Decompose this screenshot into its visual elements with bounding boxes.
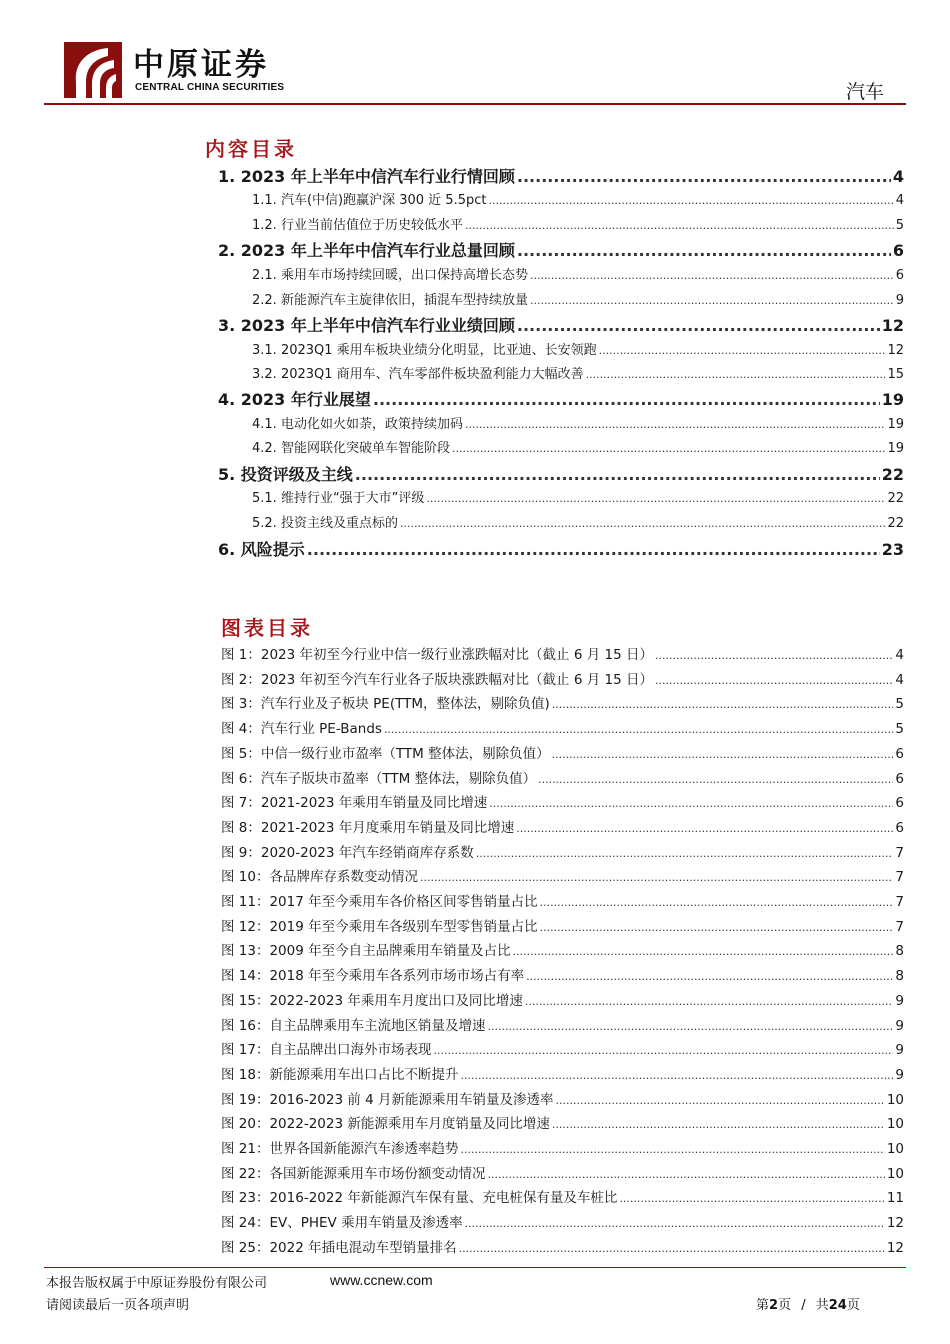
toc-section-page: 5 xyxy=(895,218,904,233)
toc-section-label: 4.2. 智能网联化突破单车智能阶段 xyxy=(252,441,450,456)
dot-leader xyxy=(465,1217,885,1230)
figure-entry[interactable] xyxy=(221,643,904,663)
figure-entry-label: 图 21：世界各国新能源汽车渗透率趋势 xyxy=(221,1141,459,1157)
toc-section-label: 2.2. 新能源汽车主旋律依旧，插混车型持续放量 xyxy=(252,293,528,308)
dot-leader xyxy=(655,674,893,687)
footer-copyright: 本报告版权属于中原证券股份有限公司 xyxy=(46,1276,268,1291)
toc-chapter-page: 19 xyxy=(881,390,904,409)
dot-leader xyxy=(517,167,891,186)
figure-entry-label: 图 19：2016-2023 前 4 月新能源乘用车销量及渗透率 xyxy=(221,1092,554,1108)
figure-entry-label: 图 23：2016-2022 年新能源汽车保有量、充电桩保有量及车桩比 xyxy=(221,1190,618,1206)
figure-entry-page: 7 xyxy=(895,919,904,935)
figure-entry[interactable] xyxy=(221,1236,904,1256)
figure-entry-page: 9 xyxy=(895,1042,904,1058)
dot-leader xyxy=(526,970,893,983)
dot-leader xyxy=(488,194,893,207)
toc-section[interactable] xyxy=(252,437,904,457)
figure-entry-page: 5 xyxy=(895,721,904,737)
toc-section-label: 3.2. 2023Q1 商用车、汽车零部件板块盈利能力大幅改善 xyxy=(252,367,584,382)
page-current-suffix: 页 xyxy=(778,1298,792,1313)
dot-leader xyxy=(530,294,894,307)
figure-entry-page: 7 xyxy=(895,845,904,861)
dot-leader xyxy=(307,540,880,559)
toc-chapter[interactable] xyxy=(218,462,904,484)
figure-entry-page: 5 xyxy=(895,696,904,712)
dot-leader xyxy=(433,1044,893,1057)
figure-entry-label: 图 25：2022 年插电混动车型销量排名 xyxy=(221,1240,457,1256)
page-current: 2 xyxy=(769,1298,779,1313)
figure-entry-page: 9 xyxy=(895,1018,904,1034)
figure-entry[interactable] xyxy=(221,989,904,1009)
dot-leader xyxy=(517,241,891,260)
dot-leader xyxy=(525,995,894,1008)
dot-leader xyxy=(599,344,886,357)
figure-entry-label: 图 24：EV、PHEV 乘用车销量及渗透率 xyxy=(221,1215,463,1231)
toc-section[interactable] xyxy=(252,363,904,383)
brand-name-cn: 中原证券 xyxy=(133,47,269,83)
figure-entry-page: 7 xyxy=(895,869,904,885)
figure-entry-label: 图 22：各国新能源乘用车市场份额变动情况 xyxy=(221,1166,486,1182)
dot-leader xyxy=(517,316,880,335)
dot-leader xyxy=(552,698,894,711)
dot-leader xyxy=(400,517,886,530)
toc-section-label: 1.1. 汽车(中信)跑赢沪深 300 近 5.5pct xyxy=(252,193,487,208)
figure-entry-page: 10 xyxy=(886,1141,904,1157)
industry-label: 汽车 xyxy=(845,81,884,103)
toc-chapter[interactable] xyxy=(218,164,904,186)
toc-section-page: 22 xyxy=(887,516,904,531)
figure-entry-label: 图 15：2022-2023 年乘用车月度出口及同比增速 xyxy=(221,993,523,1009)
dot-leader xyxy=(487,1020,893,1033)
page-total: 24 xyxy=(828,1298,847,1313)
figure-entry-label: 图 4：汽车行业 PE-Bands xyxy=(221,721,382,737)
figure-entry[interactable] xyxy=(221,915,904,935)
toc-chapter-label: 6. 风险提示 xyxy=(218,540,305,559)
toc-chapter[interactable] xyxy=(218,313,904,335)
dot-leader xyxy=(538,773,893,786)
dot-leader xyxy=(552,748,894,761)
figure-entry[interactable] xyxy=(221,1038,904,1058)
figure-entry[interactable] xyxy=(221,1014,904,1034)
dot-leader xyxy=(540,921,894,934)
toc-section[interactable] xyxy=(252,487,904,507)
page-total-prefix: 共 xyxy=(815,1298,829,1313)
dot-leader xyxy=(373,390,880,409)
figure-entry-page: 10 xyxy=(886,1092,904,1108)
toc-section-label: 3.1. 2023Q1 乘用车板块业绩分化明显，比亚迪、长安领跑 xyxy=(252,343,597,358)
company-logo-icon xyxy=(64,42,122,98)
figure-entry[interactable] xyxy=(221,1063,904,1083)
figure-entry-label: 图 13：2009 年至今自主品牌乘用车销量及占比 xyxy=(221,943,511,959)
figure-entry-page: 9 xyxy=(895,993,904,1009)
figure-entry-label: 图 6：汽车子版块市盈率（TTM 整体法，剔除负值） xyxy=(221,771,537,787)
toc-section-page: 4 xyxy=(895,193,904,208)
toc-section-label: 5.2. 投资主线及重点标的 xyxy=(252,516,398,531)
footer-website-link[interactable]: www.ccnew.com xyxy=(330,1272,433,1288)
dot-leader xyxy=(476,847,894,860)
figure-entry-page: 8 xyxy=(895,968,904,984)
figure-entry[interactable] xyxy=(221,1112,904,1132)
toc-chapter-page: 12 xyxy=(881,316,904,335)
figure-entry-page: 9 xyxy=(895,1067,904,1083)
toc-chapter-label: 5. 投资评级及主线 xyxy=(218,465,353,484)
figure-entry[interactable] xyxy=(221,865,904,885)
footer-disclaimer: 请阅读最后一页各项声明 xyxy=(46,1298,190,1313)
footer-page-number xyxy=(756,1294,860,1313)
toc-section[interactable] xyxy=(252,339,904,359)
figure-entry-label: 图 3：汽车行业及子板块 PE(TTM，整体法，剔除负值) xyxy=(221,696,550,712)
figure-entry-page: 7 xyxy=(895,894,904,910)
toc-section[interactable] xyxy=(252,214,904,234)
figure-entry[interactable] xyxy=(221,742,904,762)
figure-entry[interactable] xyxy=(221,1211,904,1231)
figure-entry-page: 4 xyxy=(895,672,904,688)
toc-section-page: 22 xyxy=(887,491,904,506)
figure-entry[interactable] xyxy=(221,841,904,861)
dot-leader xyxy=(460,1143,884,1156)
dot-leader xyxy=(540,896,894,909)
dot-leader xyxy=(460,1069,893,1082)
toc-chapter[interactable] xyxy=(218,387,904,409)
toc-section-page: 15 xyxy=(887,367,904,382)
toc-section[interactable] xyxy=(252,189,904,209)
dot-leader xyxy=(459,1242,885,1255)
figure-entry[interactable] xyxy=(221,717,904,737)
page-current-prefix: 第 xyxy=(756,1298,770,1313)
toc-title: 内容目录 xyxy=(205,137,297,161)
figure-entry-label: 图 10：各品牌库存系数变动情况 xyxy=(221,869,418,885)
toc-chapter-page: 4 xyxy=(892,167,904,186)
figure-entry-label: 图 8：2021-2023 年月度乘用车销量及同比增速 xyxy=(221,820,515,836)
figure-entry-label: 图 2：2023 年初至今汽车行业各子版块涨跌幅对比（截止 6 月 15 日） xyxy=(221,672,653,688)
figure-entry[interactable] xyxy=(221,816,904,836)
figure-entry-page: 10 xyxy=(886,1116,904,1132)
figure-entry[interactable] xyxy=(221,791,904,811)
figure-entry[interactable] xyxy=(221,692,904,712)
figure-entry-label: 图 20：2022-2023 新能源乘用车月度销量及同比增速 xyxy=(221,1116,550,1132)
toc-section[interactable] xyxy=(252,264,904,284)
toc-section-page: 19 xyxy=(887,417,904,432)
toc-section-page: 9 xyxy=(895,293,904,308)
toc-chapter-page: 23 xyxy=(881,540,904,559)
figure-entry-label: 图 11：2017 年至今乘用车各价格区间零售销量占比 xyxy=(221,894,538,910)
figure-entry[interactable] xyxy=(221,668,904,688)
figure-entry-label: 图 17：自主品牌出口海外市场表现 xyxy=(221,1042,432,1058)
page-separator: / xyxy=(801,1298,806,1313)
dot-leader xyxy=(420,871,893,884)
toc-section-page: 6 xyxy=(895,268,904,283)
dot-leader xyxy=(465,219,894,232)
figure-entry-page: 8 xyxy=(895,943,904,959)
figure-entry[interactable] xyxy=(221,767,904,787)
figure-entry-label: 图 18：新能源乘用车出口占比不断提升 xyxy=(221,1067,459,1083)
footer-divider xyxy=(44,1267,906,1268)
toc-section-page: 12 xyxy=(887,343,904,358)
dot-leader xyxy=(530,269,894,282)
figure-entry-page: 10 xyxy=(886,1166,904,1182)
toc-section-label: 4.1. 电动化如火如荼，政策持续加码 xyxy=(252,417,463,432)
figure-entry[interactable] xyxy=(221,1137,904,1157)
dot-leader xyxy=(452,442,886,455)
toc-section[interactable] xyxy=(252,413,904,433)
dot-leader xyxy=(619,1192,884,1205)
figure-entry-label: 图 5：中信一级行业市盈率（TTM 整体法，剔除负值） xyxy=(221,746,550,762)
toc-chapter[interactable] xyxy=(218,238,904,260)
brand-name-en: CENTRAL CHINA SECURITIES xyxy=(135,82,285,93)
figure-entry-page: 6 xyxy=(895,771,904,787)
dot-leader xyxy=(487,1168,884,1181)
figure-entry[interactable] xyxy=(221,890,904,910)
dot-leader xyxy=(552,1118,885,1131)
figure-entry-label: 图 1：2023 年初至今行业中信一级行业涨跌幅对比（截止 6 月 15 日） xyxy=(221,647,653,663)
dot-leader xyxy=(465,418,886,431)
figure-entry[interactable] xyxy=(221,1186,904,1206)
figure-entry[interactable] xyxy=(221,1162,904,1182)
figure-entry-page: 4 xyxy=(895,647,904,663)
figure-entry[interactable] xyxy=(221,1088,904,1108)
figure-entry-label: 图 12：2019 年至今乘用车各级别车型零售销量占比 xyxy=(221,919,538,935)
dot-leader xyxy=(516,822,893,835)
toc-section[interactable] xyxy=(252,512,904,532)
figure-list-title: 图表目录 xyxy=(221,616,313,640)
dot-leader xyxy=(586,368,886,381)
toc-chapter-label: 3. 2023 年上半年中信汽车行业业绩回顾 xyxy=(218,316,515,335)
toc-chapter-page: 6 xyxy=(892,241,904,260)
toc-section[interactable] xyxy=(252,289,904,309)
figure-entry-label: 图 7：2021-2023 年乘用车销量及同比增速 xyxy=(221,795,488,811)
dot-leader xyxy=(556,1094,885,1107)
toc-section-label: 1.2. 行业当前估值位于历史较低水平 xyxy=(252,218,463,233)
page-total-suffix: 页 xyxy=(846,1298,860,1313)
toc-chapter-page: 22 xyxy=(881,465,904,484)
toc-chapter-label: 1. 2023 年上半年中信汽车行业行情回顾 xyxy=(218,167,515,186)
figure-entry-page: 12 xyxy=(886,1215,904,1231)
figure-entry-label: 图 14：2018 年至今乘用车各系列市场市场占有率 xyxy=(221,968,525,984)
dot-leader xyxy=(513,945,894,958)
figure-entry[interactable] xyxy=(221,964,904,984)
header-divider xyxy=(44,103,906,105)
dot-leader xyxy=(384,723,893,736)
figure-entry[interactable] xyxy=(221,939,904,959)
figure-entry-label: 图 9：2020-2023 年汽车经销商库存系数 xyxy=(221,845,474,861)
figure-entry-label: 图 16：自主品牌乘用车主流地区销量及增速 xyxy=(221,1018,486,1034)
figure-entry-page: 6 xyxy=(895,820,904,836)
dot-leader xyxy=(655,649,893,662)
toc-chapter[interactable] xyxy=(218,537,904,559)
figure-entry-page: 6 xyxy=(895,795,904,811)
toc-section-page: 19 xyxy=(887,441,904,456)
page-header xyxy=(0,0,950,110)
figure-entry-page: 6 xyxy=(895,746,904,762)
toc-chapter-label: 2. 2023 年上半年中信汽车行业总量回顾 xyxy=(218,241,515,260)
figure-entry-page: 12 xyxy=(886,1240,904,1256)
dot-leader xyxy=(489,797,893,810)
figure-entry-page: 11 xyxy=(886,1190,904,1206)
dot-leader xyxy=(426,492,885,505)
dot-leader xyxy=(355,465,880,484)
toc-section-label: 2.1. 乘用车市场持续回暖，出口保持高增长态势 xyxy=(252,268,528,283)
toc-section-label: 5.1. 维持行业“强于大市”评级 xyxy=(252,491,425,506)
toc-chapter-label: 4. 2023 年行业展望 xyxy=(218,390,371,409)
